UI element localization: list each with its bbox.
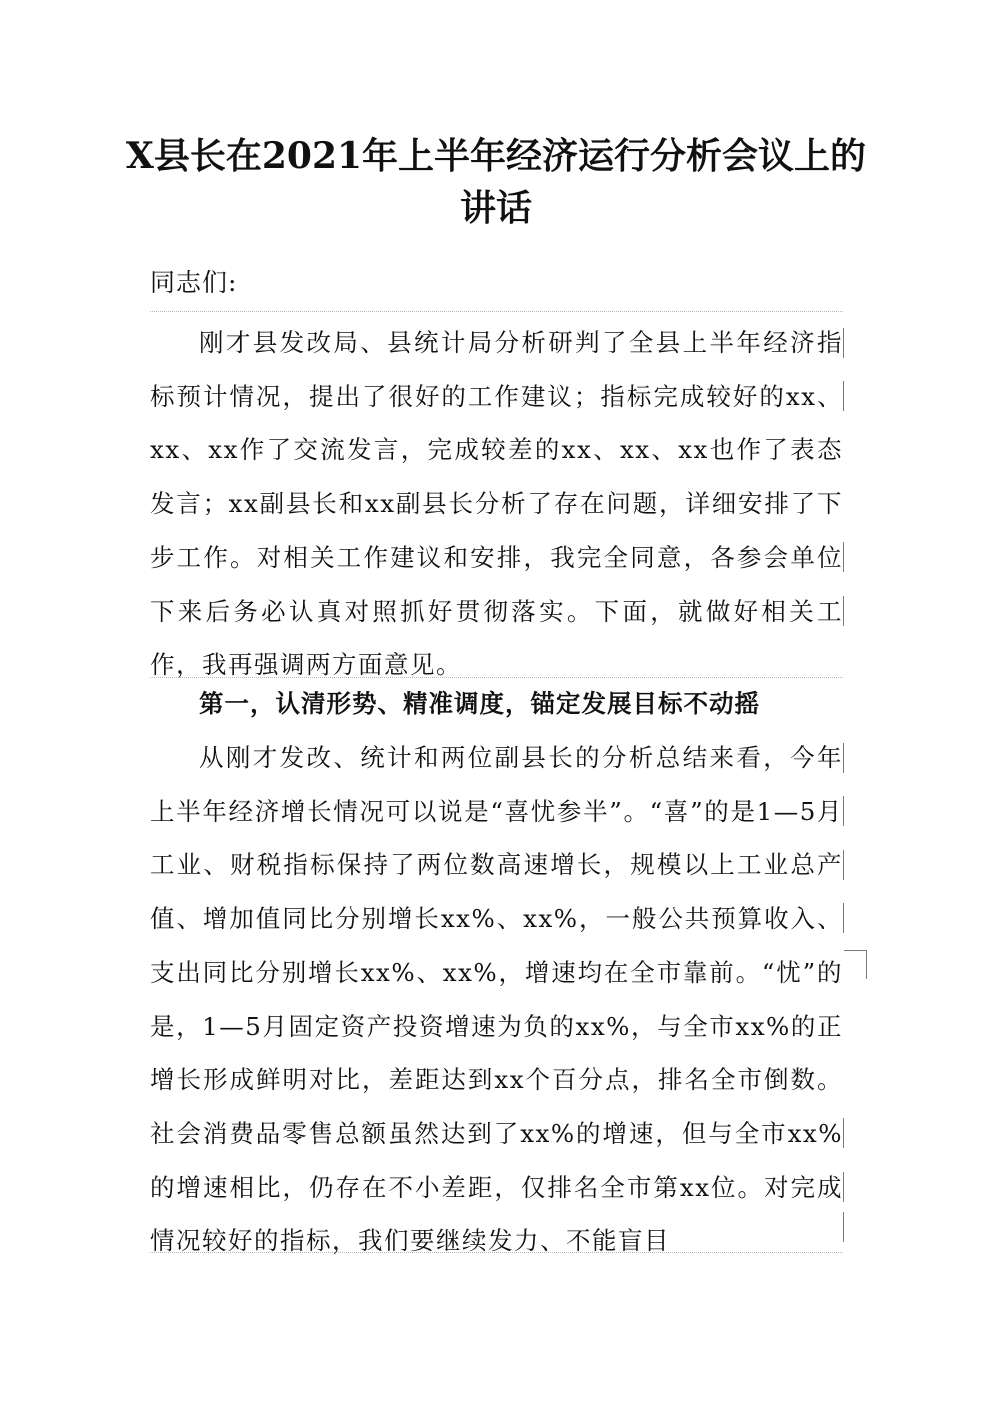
line-end-marker	[843, 596, 844, 626]
paragraph-intro: 刚才县发改局、县统计局分析研判了全县上半年经济指标预计情况，提出了很好的工作建议；指标完成较好的xx、xx、xx作了交流发言，完成较差的xx、xx、xx也作了表态发言；xx副县长和xx副县长分析了存在问题，详细安排了下步工作。对相关工作建议和安排，我完全同意，各参会单位下来后务必认真对照抓好贯彻落实。下面，就做好相关工作，我再强调两方面意见。	[150, 328, 843, 680]
document-title: X县长在2021年上半年经济运行分析会议上的讲话	[125, 135, 867, 229]
line-end-marker	[843, 796, 844, 826]
line-end-marker	[843, 381, 844, 411]
paragraph-bottom-rule-2	[150, 1252, 843, 1253]
line-end-marker	[843, 1118, 844, 1148]
line-end-marker	[843, 328, 844, 358]
line-end-marker	[843, 850, 844, 880]
line-overflow-marker	[844, 950, 867, 979]
line-end-marker	[843, 1212, 844, 1242]
section-heading-1: 第一，认清形势、精准调度，锚定发展目标不动摇	[199, 689, 760, 718]
salutation: 同志们:	[150, 268, 238, 297]
paragraph-section-1: 从刚才发改、统计和两位副县长的分析总结来看，今年上半年经济增长情况可以说是“喜忧参半”。“喜”的是1—5月工业、财税指标保持了两位数高速增长，规模以上工业总产值、增加值同比分别增长xx%、xx%，一般公共预算收入、支出同比分别增长xx%、xx%，增速均在全市靠前。“忧”的是，1—5月固定资产投资增速为负的xx%，与全市xx%的正增长形成鲜明对比，差距达到xx个百分点，排名全市倒数。社会消费品零售总额虽然达到了xx%的增速，但与全市xx%的增速相比，仍存在不小差距，仅排名全市第xx位。对完成情况较好的指标，我们要继续发力、不能盲目	[150, 743, 843, 1256]
line-end-marker	[843, 542, 844, 572]
line-end-marker	[843, 1172, 844, 1202]
line-end-marker	[843, 903, 844, 933]
paragraph-top-rule	[150, 311, 843, 312]
line-end-marker	[843, 743, 844, 773]
paragraph-bottom-rule	[150, 677, 843, 678]
